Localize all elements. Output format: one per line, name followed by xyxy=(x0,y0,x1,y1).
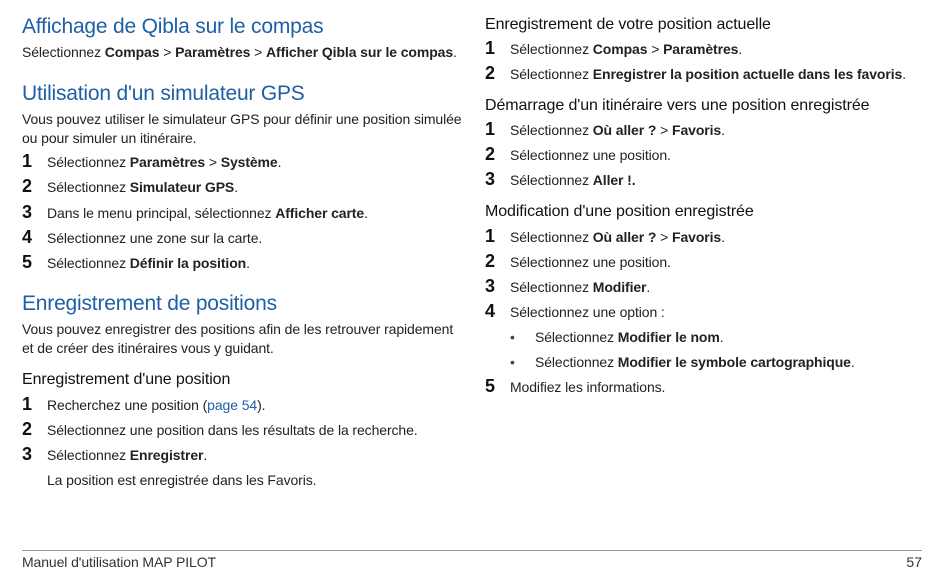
footer-divider xyxy=(22,550,922,551)
step-number: 2 xyxy=(485,251,496,271)
qibla-instruction: Sélectionnez Compas > Paramètres > Afficher Qibla sur le compas. xyxy=(22,44,457,60)
step-number: 3 xyxy=(22,202,33,222)
step-number: 5 xyxy=(22,252,33,272)
simulator-heading: Utilisation d'un simulateur GPS xyxy=(22,82,305,105)
step-number: 2 xyxy=(485,144,496,164)
page-54-link[interactable]: page 54 xyxy=(207,397,258,413)
step-number: 4 xyxy=(485,301,496,321)
step-number: 2 xyxy=(22,419,33,439)
current-position-subheading: Enregistrement de votre position actuelle xyxy=(485,16,771,33)
step-number: 1 xyxy=(22,151,33,171)
simulator-intro-line2: ou pour simuler un itinéraire. xyxy=(22,130,197,146)
step-number: 2 xyxy=(485,63,496,83)
footer-manual-title: Manuel d'utilisation MAP PILOT xyxy=(22,554,216,570)
menu-compas: Compas xyxy=(104,44,160,60)
qibla-heading: Affichage de Qibla sur le compas xyxy=(22,15,324,38)
saving-note: La position est enregistrée dans les Favoris. xyxy=(47,472,317,488)
route-subheading: Démarrage d'un itinéraire vers une position enregistrée xyxy=(485,97,870,114)
footer-page-number: 57 xyxy=(906,554,922,570)
step-number: 3 xyxy=(485,169,496,189)
step-number: 1 xyxy=(22,394,33,414)
simulator-intro-line1: Vous pouvez utiliser le simulateur GPS pour définir une position simulée xyxy=(22,111,462,127)
step-number: 5 xyxy=(485,376,496,396)
manual-page: Affichage de Qibla sur le compas Sélectionnez Compas > Paramètres > Afficher Qibla sur le compas. Utilisation d'un simulateur GPS Vous pouvez utiliser le simulateur GPS pour définir une position simulée ou pour simuler un itinéraire. 1 Sélectionnez Paramètres > Système. 2 Sélectionnez Simulateur GPS. 3 Dans le menu principal, sélectionnez Afficher carte. 4 Sélectionnez une zone sur la carte. 5 Sélectionnez Définir la position. Enregistrement de positions Vous pouvez enregistrer des positions afin de les retrouver rapidement et de créer des itinéraires vous y guidant. Enregistrement d'une position 1 Recherchez une position (page 54). 2 Sélectionnez une position dans les résultats de la recherche. 3 Sélectionnez Enregistrer. La position est enregistrée dans les Favoris. Enregistrement de votre position actuelle 1 Sélectionnez Compas > Paramètres. 2 Sélectionnez Enregistrer la position actuelle dans les favoris. Démarrage d'un itinéraire vers une position enregistrée 1 Sélectionnez Où aller ? > Favoris. 2 Sélectionnez une position. 3 Sélectionnez Aller !. Modification d'une position enregistrée 1 Sélectionnez Où aller ? > Favoris. 2 Sélectionnez une position. 3 Sélectionnez Modifier. 4 Sélectionnez une option : • Sélectionnez Modifier le nom. • Sélectionnez Modifier le symbole cartographique. 5 Modifiez les informations. Manuel d'utilisation MAP PILOT 57 xyxy=(22,15,922,570)
step-number: 1 xyxy=(485,119,496,139)
modify-subheading: Modification d'une position enregistrée xyxy=(485,203,754,220)
bullet-dot: • xyxy=(510,354,515,370)
step-number: 2 xyxy=(22,176,33,196)
saving-heading: Enregistrement de positions xyxy=(22,292,277,315)
step-number: 3 xyxy=(22,444,33,464)
step-number: 4 xyxy=(22,227,33,247)
step-number: 1 xyxy=(485,38,496,58)
saving-intro-line1: Vous pouvez enregistrer des positions afin de les retrouver rapidement xyxy=(22,321,454,337)
menu-parametres: Paramètres xyxy=(175,44,251,60)
step-number: 3 xyxy=(485,276,496,296)
saving-subheading: Enregistrement d'une position xyxy=(22,371,231,388)
saving-intro-line2: et de créer des itinéraires vous y guidant. xyxy=(22,340,274,356)
menu-afficher-qibla: Afficher Qibla sur le compas xyxy=(266,44,454,60)
bullet-dot: • xyxy=(510,329,515,345)
step-number: 1 xyxy=(485,226,496,246)
